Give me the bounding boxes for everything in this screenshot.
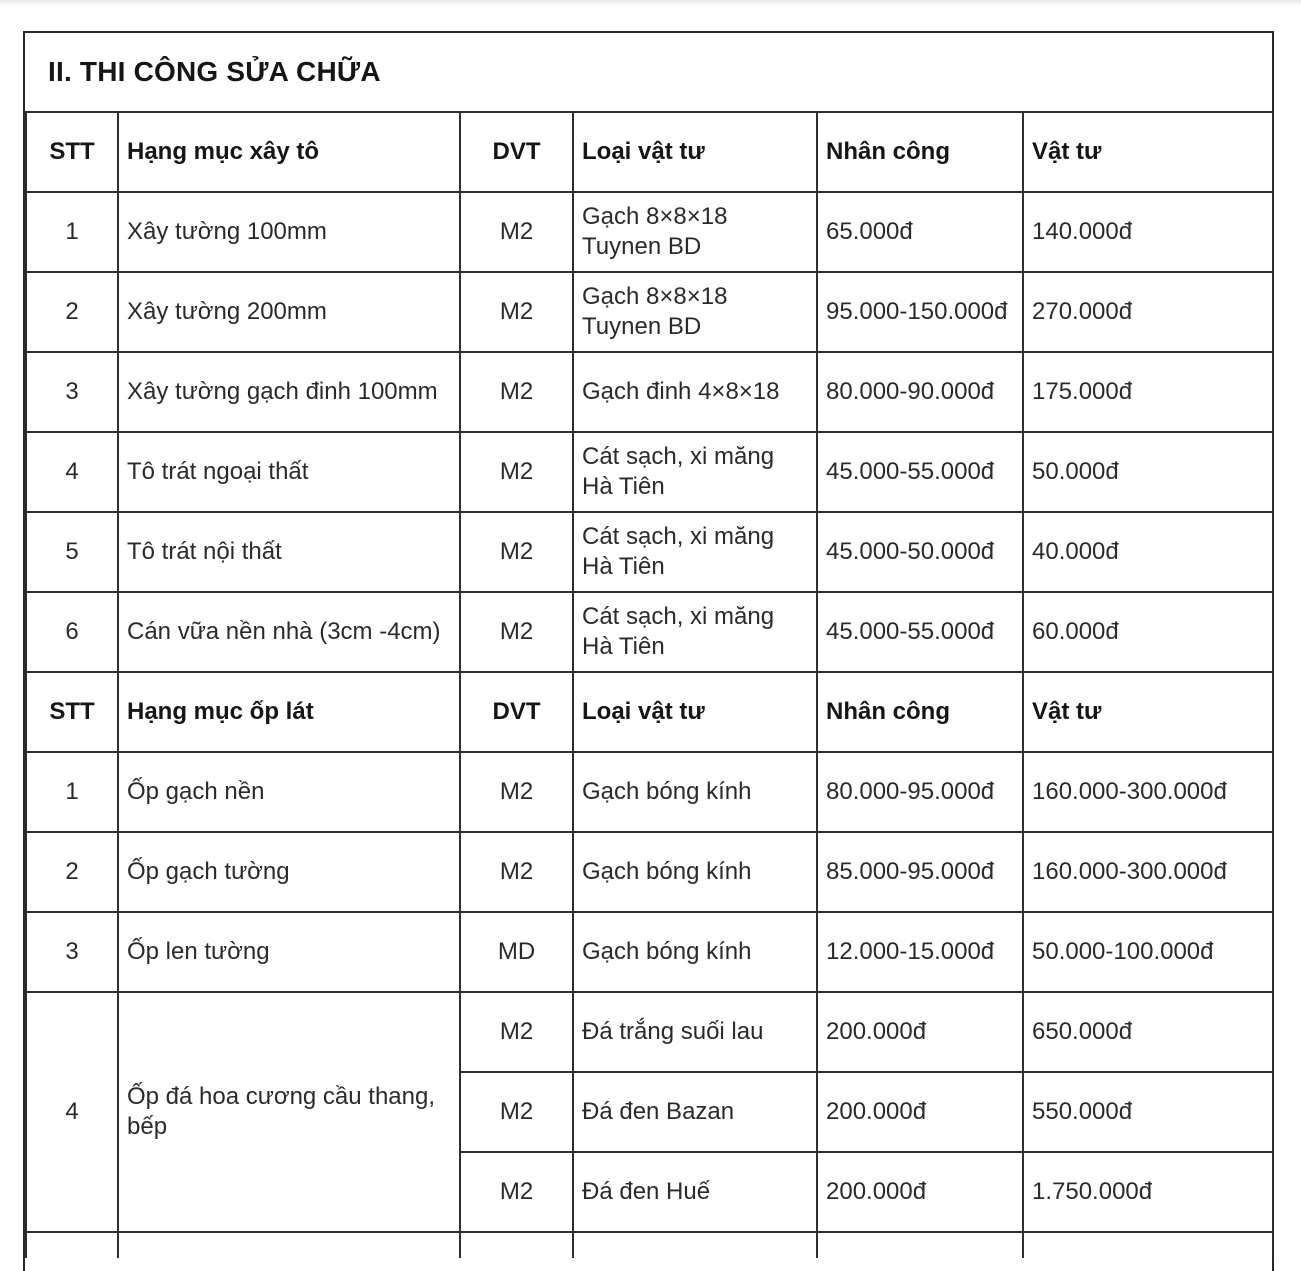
header-loai-vat-tu: Loại vật tư <box>573 672 817 752</box>
cell-empty <box>1023 1232 1273 1258</box>
header-vat-tu: Vật tư <box>1023 672 1273 752</box>
table-row <box>26 592 1273 672</box>
table-row <box>26 512 1273 592</box>
header-row-op-lat <box>26 672 1273 752</box>
top-shadow-band <box>0 0 1301 6</box>
cell-nhan-cong: 45.000-50.000đ <box>817 512 1023 592</box>
cell-vat-tu: 60.000đ <box>1023 592 1273 672</box>
cell-hang-muc: Ốp len tường <box>118 912 460 992</box>
cell-hang-muc: Tô trát nội thất <box>118 512 460 592</box>
cell-stt: 1 <box>26 752 118 832</box>
cell-loai-vat-tu: Gạch 8×8×18 Tuynen BD <box>573 272 817 352</box>
cell-hang-muc: Xây tường 100mm <box>118 192 460 272</box>
header-hang-muc: Hạng mục xây tô <box>118 112 460 192</box>
header-dvt: DVT <box>460 112 573 192</box>
cell-dvt: M2 <box>460 192 573 272</box>
cell-vat-tu: 50.000-100.000đ <box>1023 912 1273 992</box>
cell-dvt: M2 <box>460 432 573 512</box>
cell-loai-vat-tu: Đá đen Bazan <box>573 1072 817 1152</box>
cell-nhan-cong: 200.000đ <box>817 992 1023 1072</box>
table-row <box>26 192 1273 272</box>
cell-dvt: M2 <box>460 1072 573 1152</box>
cell-dvt: M2 <box>460 1152 573 1232</box>
cell-loai-vat-tu: Gạch 8×8×18 Tuynen BD <box>573 192 817 272</box>
cell-stt: 4 <box>26 432 118 512</box>
cell-stt: 3 <box>26 912 118 992</box>
cell-empty <box>26 1232 118 1258</box>
header-loai-vat-tu: Loại vật tư <box>573 112 817 192</box>
cell-empty <box>460 1232 573 1258</box>
cell-hang-muc: Cán vữa nền nhà (3cm -4cm) <box>118 592 460 672</box>
cell-vat-tu: 550.000đ <box>1023 1072 1273 1152</box>
cell-nhan-cong: 95.000-150.000đ <box>817 272 1023 352</box>
table-row <box>26 992 1273 1072</box>
cell-stt: 5 <box>26 512 118 592</box>
header-stt: STT <box>26 672 118 752</box>
cell-dvt: M2 <box>460 832 573 912</box>
cell-loai-vat-tu: Cát sạch, xi măng Hà Tiên <box>573 432 817 512</box>
cell-nhan-cong: 200.000đ <box>817 1152 1023 1232</box>
table-row <box>26 272 1273 352</box>
cell-stt: 2 <box>26 832 118 912</box>
cell-nhan-cong: 45.000-55.000đ <box>817 432 1023 512</box>
table-row <box>26 432 1273 512</box>
cell-dvt: M2 <box>460 752 573 832</box>
header-nhan-cong: Nhân công <box>817 112 1023 192</box>
table-row-partial <box>26 1232 1273 1258</box>
header-hang-muc: Hạng mục ốp lát <box>118 672 460 752</box>
cell-empty <box>573 1232 817 1258</box>
cell-dvt: M2 <box>460 592 573 672</box>
cell-hang-muc: Ốp gạch tường <box>118 832 460 912</box>
cell-stt: 4 <box>26 992 118 1232</box>
cell-dvt: M2 <box>460 992 573 1072</box>
cell-hang-muc: Xây tường 200mm <box>118 272 460 352</box>
cell-hang-muc: Ốp gạch nền <box>118 752 460 832</box>
cell-stt: 2 <box>26 272 118 352</box>
header-stt: STT <box>26 112 118 192</box>
cell-dvt: M2 <box>460 512 573 592</box>
cell-stt: 3 <box>26 352 118 432</box>
cell-nhan-cong: 45.000-55.000đ <box>817 592 1023 672</box>
cell-vat-tu: 160.000-300.000đ <box>1023 752 1273 832</box>
cell-nhan-cong: 12.000-15.000đ <box>817 912 1023 992</box>
cell-loai-vat-tu: Gạch bóng kính <box>573 832 817 912</box>
cell-hang-muc: Tô trát ngoại thất <box>118 432 460 512</box>
cell-stt: 6 <box>26 592 118 672</box>
cell-loai-vat-tu: Gạch đinh 4×8×18 <box>573 352 817 432</box>
cell-stt: 1 <box>26 192 118 272</box>
cell-vat-tu: 140.000đ <box>1023 192 1273 272</box>
header-nhan-cong: Nhân công <box>817 672 1023 752</box>
cell-loai-vat-tu: Gạch bóng kính <box>573 752 817 832</box>
cell-dvt: M2 <box>460 272 573 352</box>
cell-nhan-cong: 80.000-95.000đ <box>817 752 1023 832</box>
cell-empty <box>817 1232 1023 1258</box>
cell-nhan-cong: 65.000đ <box>817 192 1023 272</box>
cell-vat-tu: 40.000đ <box>1023 512 1273 592</box>
cell-hang-muc: Ốp đá hoa cương cầu thang, bếp <box>118 992 460 1232</box>
cell-vat-tu: 50.000đ <box>1023 432 1273 512</box>
cell-vat-tu: 270.000đ <box>1023 272 1273 352</box>
cell-dvt: M2 <box>460 352 573 432</box>
table-row <box>26 832 1273 912</box>
cell-hang-muc: Xây tường gạch đinh 100mm <box>118 352 460 432</box>
cell-loai-vat-tu: Đá đen Huế <box>573 1152 817 1232</box>
cell-vat-tu: 160.000-300.000đ <box>1023 832 1273 912</box>
section-title: II. THI CÔNG SỬA CHỮA <box>48 56 381 87</box>
cell-vat-tu: 175.000đ <box>1023 352 1273 432</box>
header-row-xay-to <box>26 112 1273 192</box>
cell-loai-vat-tu: Gạch bóng kính <box>573 912 817 992</box>
cell-dvt: MD <box>460 912 573 992</box>
header-dvt: DVT <box>460 672 573 752</box>
cell-nhan-cong: 200.000đ <box>817 1072 1023 1152</box>
cell-nhan-cong: 85.000-95.000đ <box>817 832 1023 912</box>
header-vat-tu: Vật tư <box>1023 112 1273 192</box>
table-row <box>26 752 1273 832</box>
price-table <box>25 111 1274 1258</box>
table-row <box>26 912 1273 992</box>
cell-empty <box>118 1232 460 1258</box>
cell-loai-vat-tu: Cát sạch, xi măng Hà Tiên <box>573 592 817 672</box>
cell-nhan-cong: 80.000-90.000đ <box>817 352 1023 432</box>
cell-vat-tu: 1.750.000đ <box>1023 1152 1273 1232</box>
cell-loai-vat-tu: Cát sạch, xi măng Hà Tiên <box>573 512 817 592</box>
table-row <box>26 352 1273 432</box>
cell-loai-vat-tu: Đá trắng suối lau <box>573 992 817 1072</box>
cell-vat-tu: 650.000đ <box>1023 992 1273 1072</box>
